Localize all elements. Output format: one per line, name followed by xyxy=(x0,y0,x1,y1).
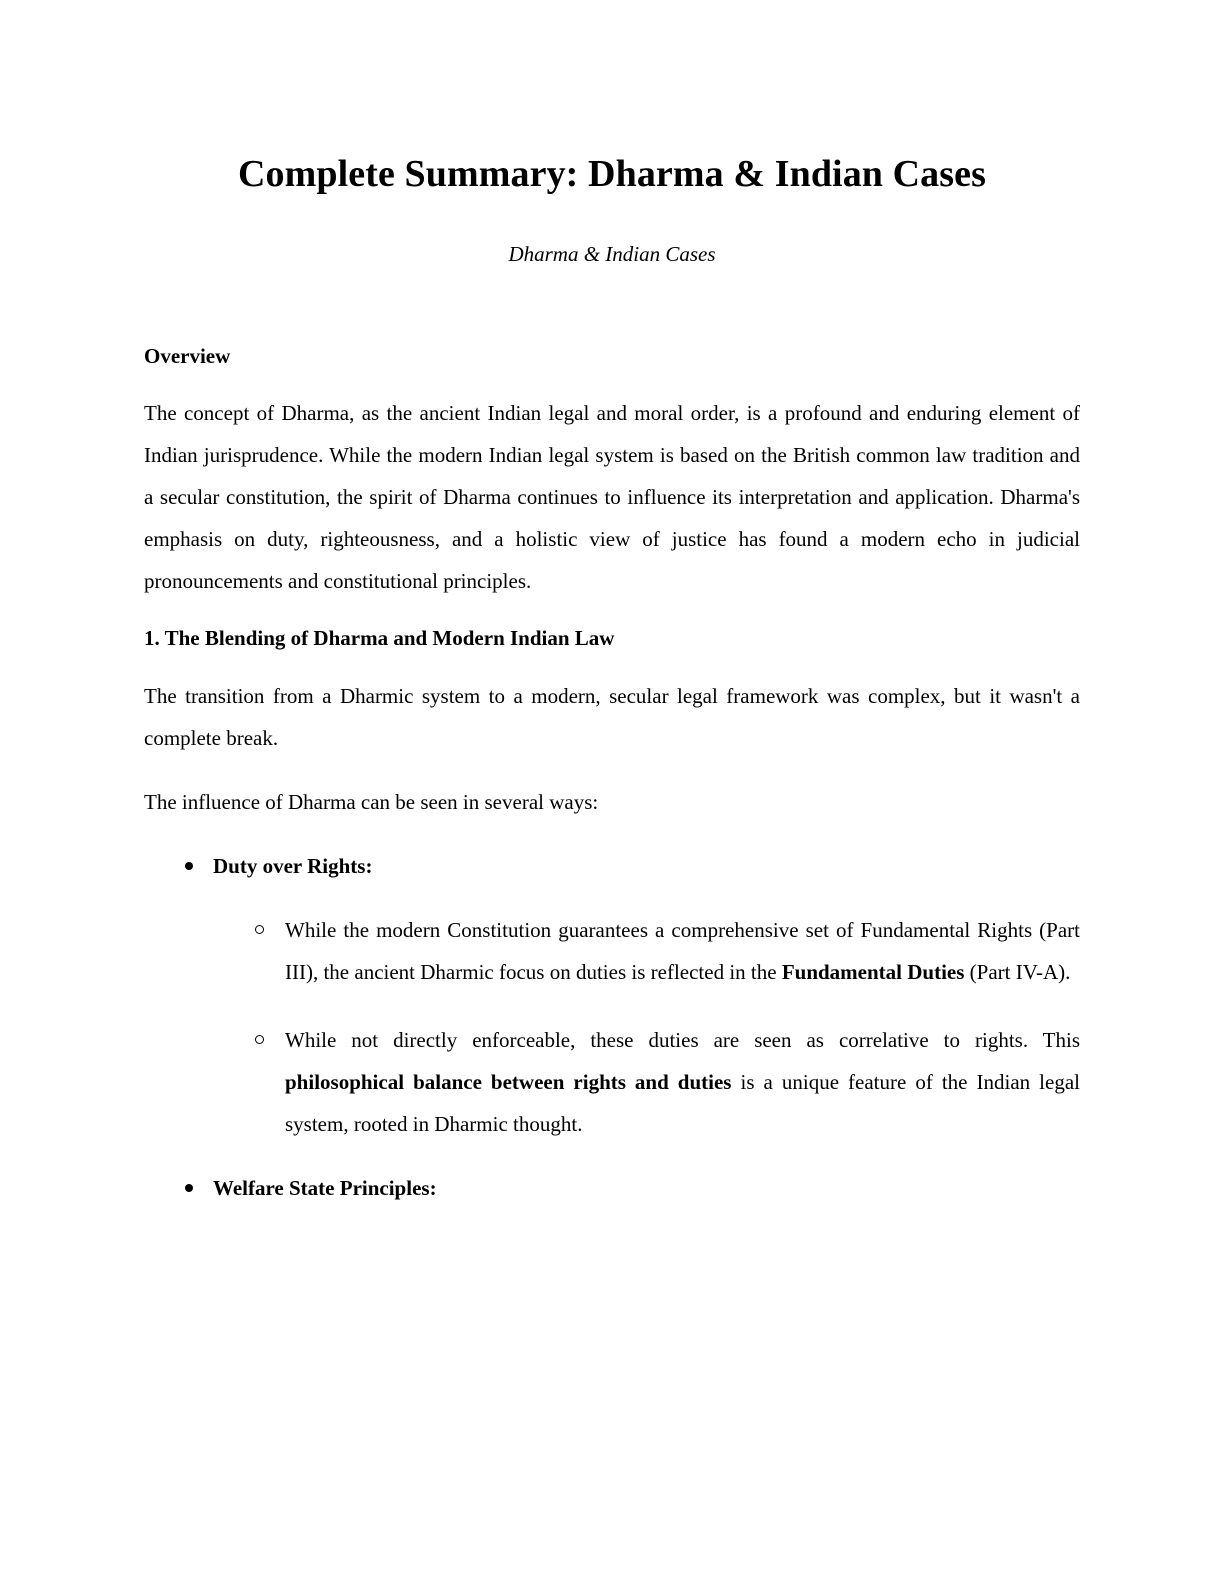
list-item xyxy=(144,845,1080,1167)
spacer xyxy=(213,887,1080,909)
subbullet-emphasis-fundamental-duties: Fundamental Duties xyxy=(781,959,965,984)
filled-disc-bullet-icon xyxy=(185,862,193,870)
bullet-label-welfare-state-principles: Welfare State Principles: xyxy=(213,1175,437,1200)
list-item xyxy=(213,909,1080,993)
document-body xyxy=(144,268,1080,1209)
spacer xyxy=(144,370,1080,392)
document-subtitle: Dharma & Indian Cases xyxy=(508,241,716,266)
spacer xyxy=(213,993,1080,1019)
spacer xyxy=(213,1145,1080,1167)
subbullet-text-part-2: is a unique feature of the Indian legal system, rooted in Dharmic thought. xyxy=(285,1069,1080,1136)
list-item xyxy=(144,1167,1080,1209)
bullet-label-duty-over-rights: Duty over Rights: xyxy=(213,853,373,878)
spacer xyxy=(144,759,1080,781)
bullet-list-level-1 xyxy=(144,845,1080,1209)
page-title: Complete Summary: Dharma & Indian Cases xyxy=(237,153,987,195)
subbullet-text-part-1: While the modern Constitution guarantees a comprehensive set of Fundamental Rights (Part III), the ancient Dharmic focus on duties is reflected in the xyxy=(285,917,1080,984)
spacer xyxy=(144,823,1080,845)
spacer xyxy=(144,602,1080,624)
spacer xyxy=(144,653,1080,675)
paragraph-overview: The concept of Dharma, as the ancient Indian legal and moral order, is a profound and enduring element of Indian jurisprudence. While the modern Indian legal system is based on the British common law tradition and a secular constitution, the spirit of Dharma continues to influence its interpretation and application. Dharma's emphasis on duty, righteousness, and a holistic view of justice has found a modern echo in judicial pronouncements and constitutional principles. xyxy=(144,401,1080,594)
subbullet-text-philosophical-balance xyxy=(285,1019,1080,1145)
heading-overview: Overview xyxy=(144,344,231,369)
filled-disc-bullet-icon xyxy=(185,1184,193,1192)
subbullet-emphasis-philosophical-balance: philosophical balance between rights and duties xyxy=(285,1069,732,1094)
bullet-list-level-2 xyxy=(213,909,1080,1145)
paragraph-section-one-intro: The transition from a Dharmic system to a modern, secular legal framework was complex, but it wasn't a complete break. xyxy=(144,683,1080,750)
list-item xyxy=(213,1019,1080,1145)
hollow-circle-bullet-icon xyxy=(255,925,264,934)
subbullet-text-fundamental-duties xyxy=(285,909,1080,993)
paragraph-section-one-lead-in: The influence of Dharma can be seen in several ways: xyxy=(144,789,599,814)
subbullet-text-part-1: While not directly enforceable, these duties are seen as correlative to rights. This xyxy=(285,1027,1080,1052)
subbullet-text-part-2: (Part IV-A). xyxy=(964,959,1071,984)
heading-section-one: 1. The Blending of Dharma and Modern Indian Law xyxy=(144,626,615,651)
hollow-circle-bullet-icon xyxy=(255,1035,264,1044)
